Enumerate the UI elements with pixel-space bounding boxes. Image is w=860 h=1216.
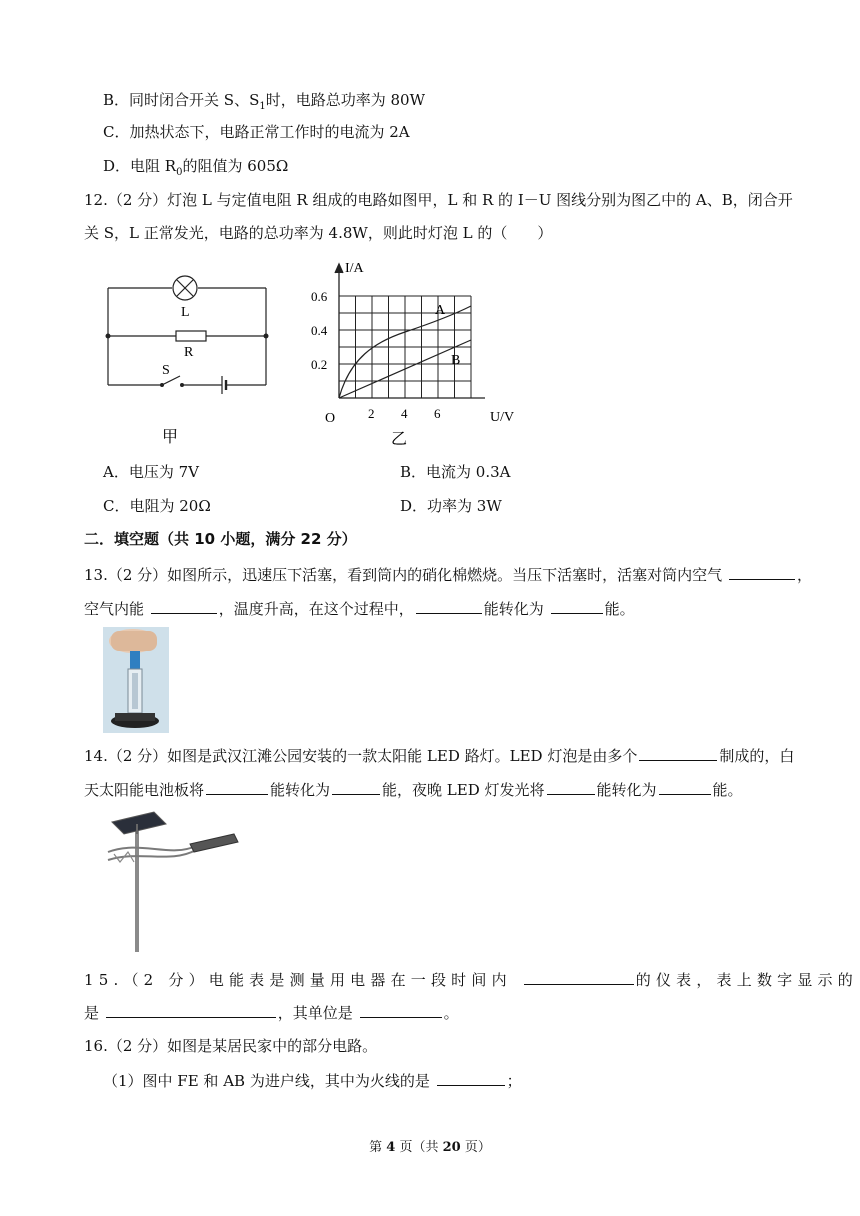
graph-grid <box>339 296 471 398</box>
q14-text-6: 能转化为 <box>596 781 657 799</box>
q13-text-5: 能转化为 <box>483 600 549 618</box>
y-tick-06: 0.6 <box>311 289 328 304</box>
q11-option-d-sub: 0 <box>176 167 183 178</box>
q13-blank-1[interactable] <box>729 563 795 580</box>
q15-text-3: 是 <box>84 1004 104 1022</box>
q12-option-b: B．电流为 0.3A <box>400 463 511 481</box>
x-tick-2: 2 <box>368 406 375 421</box>
q16-text-2: ； <box>506 1072 522 1090</box>
x-tick-6: 6 <box>434 406 441 421</box>
q13-blank-2[interactable] <box>151 597 217 614</box>
q14-blank-3[interactable] <box>332 778 380 795</box>
q11-option-c: C．加热状态下，电路正常工作时的电流为 2A <box>103 123 410 141</box>
y-tick-04: 0.4 <box>311 323 328 338</box>
lamp-label: L <box>181 305 190 320</box>
q14-text-4: 能转化为 <box>270 781 331 799</box>
q11-option-b-tail: 时，电路总功率为 80W <box>265 91 425 109</box>
q11-option-b-text: B．同时闭合开关 S、S <box>103 91 260 109</box>
q14-line1 <box>84 744 794 767</box>
y-tick-02: 0.2 <box>311 357 328 372</box>
q14-blank-2[interactable] <box>206 778 268 795</box>
q12-circuit-diagram <box>100 270 275 450</box>
q13-text-6: 能。 <box>604 600 635 618</box>
q12-stem-line2: 关 S，L 正常发光，电路的总功率为 4.8W，则此时灯泡 L 的（ ） <box>84 224 553 242</box>
q14-text-5: 能，夜晚 LED 灯发光将 <box>382 781 545 799</box>
lamp-icon <box>173 276 197 300</box>
q12-iu-graph <box>305 258 525 453</box>
q13-blank-3[interactable] <box>416 597 482 614</box>
origin-label: O <box>325 411 336 426</box>
page-footer <box>0 1136 860 1155</box>
x-axis-label: U/V <box>490 410 515 425</box>
q11-option-b <box>103 89 425 118</box>
q14-blank-5[interactable] <box>659 778 711 795</box>
q15-line2 <box>84 1001 459 1024</box>
q15-blank-1[interactable] <box>524 968 634 985</box>
q13-text-1: 13.（2 分）如图所示，迅速压下活塞，看到筒内的硝化棉燃烧。当压下活塞时，活塞对筒内空气 <box>84 566 727 584</box>
q11-option-d-tail: 的阻值为 605Ω <box>182 157 289 175</box>
battery-icon <box>222 376 226 394</box>
q14-text-3: 天太阳能电池板将 <box>84 781 205 799</box>
q15-text-1: 15.（2 分）电能表是测量用电器在一段时间内 <box>84 971 522 989</box>
switch-label: S <box>162 363 170 378</box>
q16-blank-1[interactable] <box>437 1069 505 1086</box>
footer-total: 20 <box>442 1140 461 1155</box>
graph-caption: 乙 <box>391 429 408 448</box>
q14-text-7: 能。 <box>712 781 743 799</box>
q13-text-3: 空气内能 <box>84 600 149 618</box>
q15-blank-2[interactable] <box>106 1001 276 1018</box>
circuit-caption: 甲 <box>162 427 179 446</box>
q13-text-2: ， <box>796 566 812 584</box>
q11-option-b-sub: 1 <box>259 101 266 112</box>
q14-blank-1[interactable] <box>639 744 717 761</box>
q11-option-d-text: D．电阻 R <box>103 157 177 175</box>
line-b-label: B <box>451 353 461 368</box>
q14-text-1: 14.（2 分）如图是武汉江滩公园安装的一款太阳能 LED 路灯。LED 灯泡是由多个 <box>84 747 638 765</box>
q12-option-c: C．电阻为 20Ω <box>103 497 211 515</box>
q12-stem-line1: 12.（2 分）灯泡 L 与定值电阻 R 组成的电路如图甲，L 和 R 的 I－U 图线分别为图乙中的 A、B，闭合开 <box>84 191 793 209</box>
q14-blank-4[interactable] <box>547 778 595 795</box>
q15-line1 <box>84 968 858 991</box>
footer-page: 4 <box>386 1140 396 1155</box>
q16-text-1: （1）图中 FE 和 AB 为进户线，其中为火线的是 <box>103 1072 435 1090</box>
q16-line1: 16.（2 分）如图是某居民家中的部分电路。 <box>84 1037 378 1055</box>
q12-option-a: A．电压为 7V <box>103 463 199 481</box>
q15-text-4: ，其单位是 <box>277 1004 358 1022</box>
q14-line2 <box>84 778 743 801</box>
footer-post: 页） <box>460 1140 491 1155</box>
resistor-label: R <box>184 345 194 360</box>
q16-line2 <box>103 1069 522 1092</box>
q11-option-d <box>103 155 288 184</box>
q13-line1 <box>84 563 812 586</box>
q15-text-5: 。 <box>443 1004 459 1022</box>
y-axis-label: I/A <box>345 261 364 276</box>
q15-blank-3[interactable] <box>360 1001 442 1018</box>
q14-text-2: 制成的，白 <box>719 747 795 765</box>
q12-option-d: D．功率为 3W <box>400 497 502 515</box>
section-heading-fill-in: 二．填空题（共 10 小题，满分 22 分） <box>84 530 357 548</box>
q13-piston-figure <box>103 627 169 733</box>
q14-solar-lamp-figure <box>100 810 250 952</box>
q13-blank-4[interactable] <box>551 597 603 614</box>
q13-line2 <box>84 597 635 620</box>
curve-a-label: A <box>435 303 446 318</box>
q13-text-4: ，温度升高，在这个过程中， <box>218 600 414 618</box>
footer-pre: 第 <box>369 1140 387 1155</box>
footer-mid: 页（共 <box>395 1140 443 1155</box>
x-tick-4: 4 <box>401 406 408 421</box>
q15-text-2: 的仪表，表上数字显示的 <box>635 971 858 989</box>
